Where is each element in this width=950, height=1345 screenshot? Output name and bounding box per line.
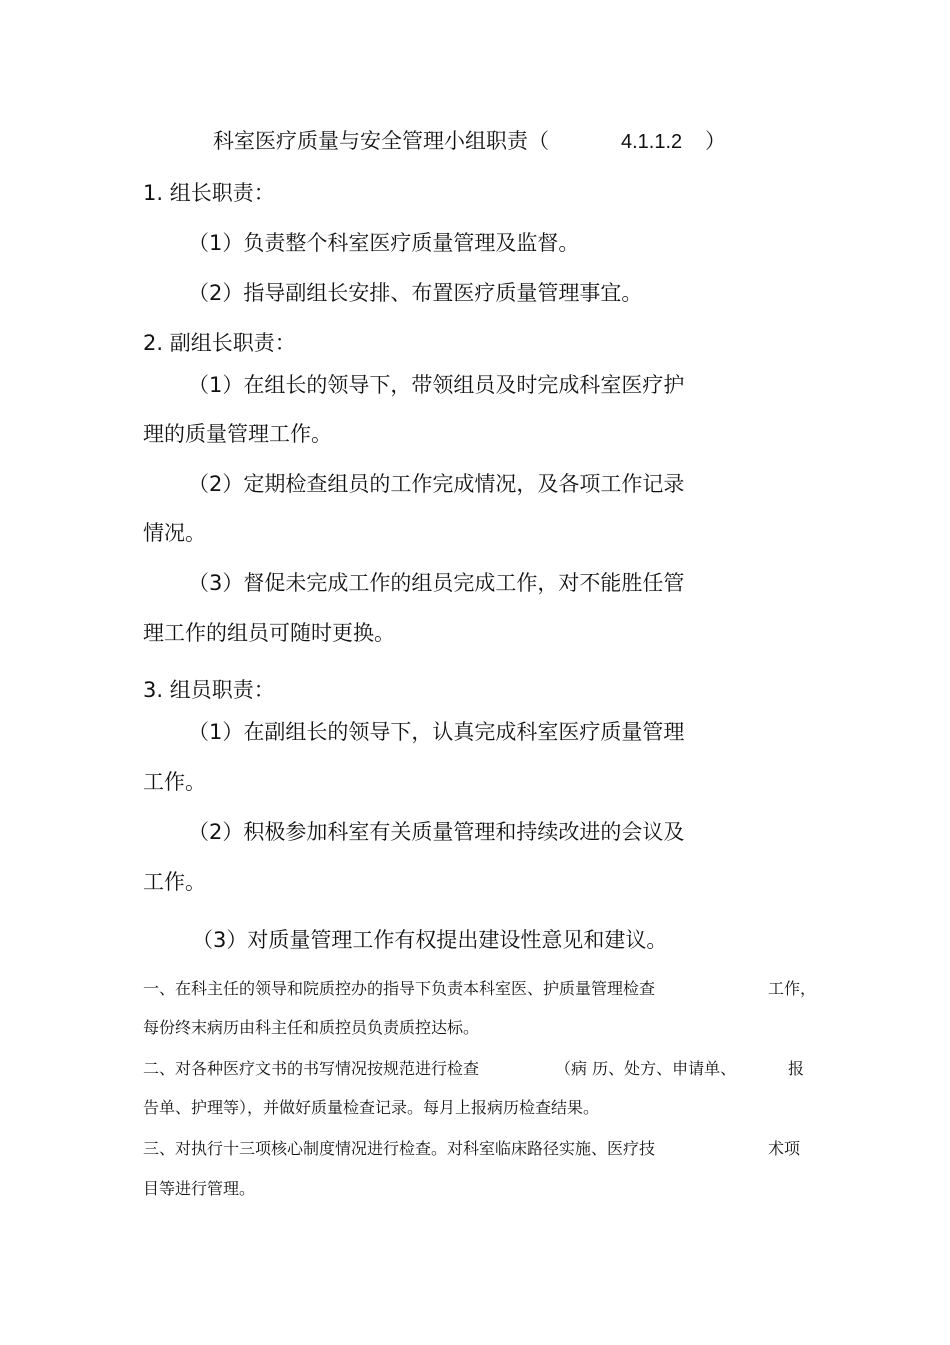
title-close-paren: ） — [705, 129, 726, 153]
document-title — [213, 131, 549, 152]
deputy-duty-2-line-2: 情况。 — [143, 521, 206, 545]
duty-3-line-1: 三、对执行十三项核心制度情况进行检查。对科室临床路径实施、医疗技 — [143, 1139, 656, 1158]
deputy-duty-3-line-2: 理工作的组员可随时更换。 — [143, 621, 395, 645]
member-duty-1-line-1: （1）在副组长的领导下，认真完成科室医疗质量管理 — [188, 720, 685, 744]
duty-1-line-1-tail: 工作， — [768, 979, 817, 998]
section-heading-deputy: 2. 副组长职责： — [143, 331, 296, 355]
deputy-duty-2-line-1: （2）定期检查组员的工作完成情况，及各项工作记录 — [188, 472, 685, 496]
duty-2-line-1: 二、对各种医疗文书的书写情况按规范进行检查 — [143, 1059, 480, 1078]
member-duty-2-line-2: 工作。 — [143, 870, 206, 894]
duty-1-line-2: 每份终末病历由科主任和质控员负责质控达标。 — [143, 1018, 480, 1037]
section-heading-leader: 1. 组长职责： — [143, 181, 275, 205]
title-code: 4.1.1.2 — [621, 131, 683, 153]
member-duty-1-line-2: 工作。 — [143, 770, 206, 794]
deputy-duty-1-line-1: （1）在组长的领导下，带领组员及时完成科室医疗护 — [188, 373, 685, 397]
deputy-duty-3-line-1: （3）督促未完成工作的组员完成工作，对不能胜任管 — [188, 571, 685, 595]
duty-3-line-1-tail: 术项 — [768, 1139, 801, 1158]
leader-duty-1: （1）负责整个科室医疗质量管理及监督。 — [188, 231, 580, 255]
duty-1-line-1: 一、在科主任的领导和院质控办的指导下负责本科室医、护质量管理检查 — [143, 979, 656, 998]
leader-duty-2: （2）指导副组长安排、布置医疗质量管理事宜。 — [188, 281, 643, 305]
member-duty-2-line-1: （2）积极参加科室有关质量管理和持续改进的会议及 — [188, 820, 685, 844]
duty-2-line-2: 告单、护理等），并做好质量检查记录。每月上报病历检查结果。 — [143, 1098, 600, 1117]
duty-2-line-1-mid: （病 历、处方、申请单、 — [555, 1059, 737, 1078]
deputy-duty-1-line-2: 理的质量管理工作。 — [143, 422, 332, 446]
member-duty-3: （3）对质量管理工作有权提出建设性意见和建议。 — [192, 928, 668, 952]
title-text: 科室医疗质量与安全管理小组职责（ — [213, 129, 549, 153]
section-heading-member: 3. 组员职责： — [143, 678, 275, 702]
duty-2-line-1-tail: 报 — [788, 1059, 805, 1078]
duty-3-line-2: 目等进行管理。 — [143, 1179, 256, 1198]
